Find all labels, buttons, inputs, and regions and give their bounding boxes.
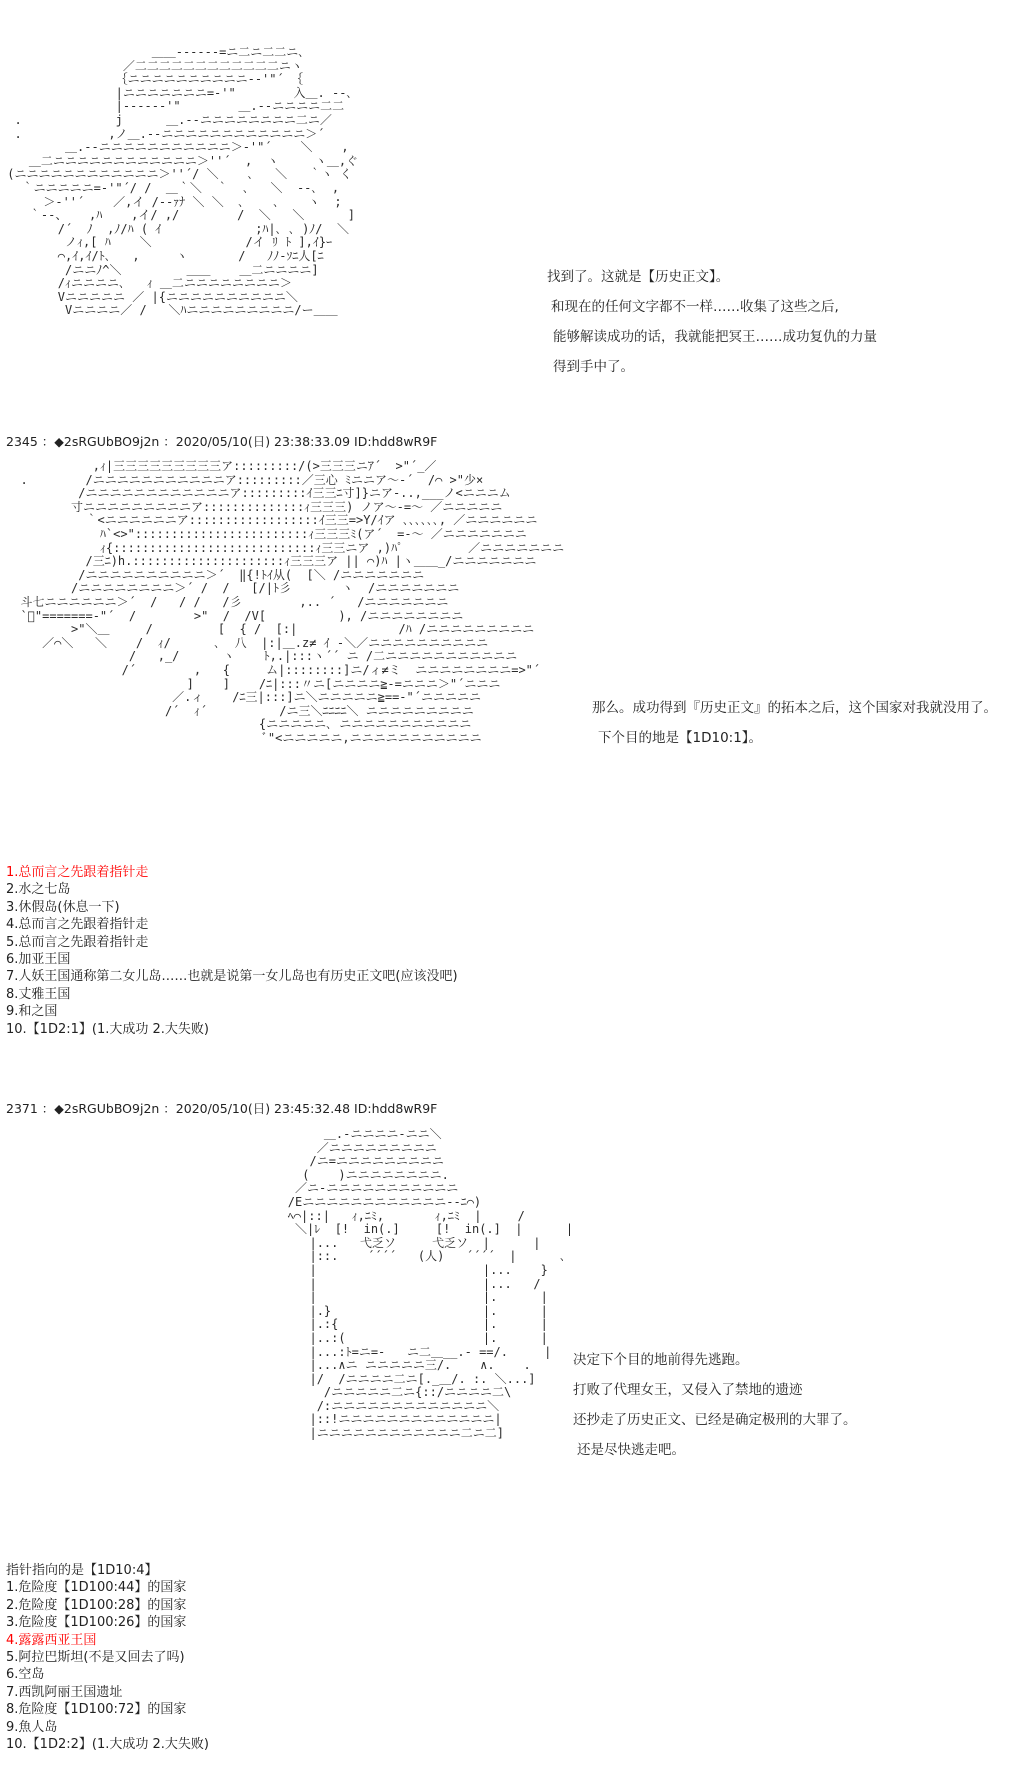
narration-block-2345 <box>592 693 997 753</box>
narration-line: 得到手中了。 <box>553 359 634 375</box>
narration-line: 和现在的任何文字都不一样……收集了这些之后, <box>551 299 839 315</box>
narration-line: 找到了。这就是【历史正文】。 <box>547 269 730 285</box>
option-item: 5.阿拉巴斯坦(不是又回去了吗) <box>6 1650 185 1666</box>
ascii-art-hat-figure: ＿＿-‐‐‐‐‐=ニ二ニ二二ニ､ ／二二二二二二二二二二二二ニヽ ｛ニニニニニニニニニニ‐‐'"´ ｛ |ニニニニニニニ=‐'" 入＿. ‐‐､ |‐‐‐‐‐‐'" ＿.-‐ニニニニ二二 . j ＿.-‐ニニニニニニニニ二ニ／ . ,ノ＿.-‐ニニニニニニニニニニニニ＞´ ＿.-‐ニニニニニニニニニニニ＞‐'"´ ＼ , ＿二ニニニニニニニニニニニニ＞''´ , ヽ ヽ＿,ぐ (ニニニニニニニニニニニニ＞''´/ ＼ ､ ＼ ｀ヽ く ｀ニニニニニ=‐'"´/ / ＿｀＼ ｀ ､ ＼ ‐‐､ , ＞‐''´ ／,イ /‐-ｧﾅ ＼ ＼ ､ ､ ヽ ; ｀‐‐、 ,ﾊ ,イ/ ,/ / ＼ ＼ ] /´ ﾉ ,ﾉ/ﾊ ( ｲ ;ﾊ|､ ､ )ﾉ/ ＼ ノｨ,[ ﾊ ＼ /イ ﾘ ﾄ ],ｲ}ｰ ⌒,ｲ,ｲ/ﾄ､ , ヽ / ﾉﾉ-ｿﾆ人[ﾆ /ニニﾉ^＼ ＿＿ ＿二ニニニニ] /ｨニニニニ､ ｨ ＿二ニニニニニニニニ＞ Vニニニニニ ／ |{ニニニニニニニニニニ＼ Vニニニニ／ / ＼ﾊニニニニニニニニニ/ー＿＿ <box>7 45 359 318</box>
option-list-2371 <box>6 1562 209 1753</box>
ascii-art-hat-figure-front: ＿.-ニニニニ-ニニ＼ ／ニニニニニニニニニ /ニ=ニニニニニニニニニ ( )ニニニニニニニニ. ／ニ-ニニニニニニニニニニニ /Eニニニニニニニニニニニニ‐‐ﾆ⌒) ﾍ⌒|::| ｨ,ﾆﾐ, ｨ,ﾆﾐ | / ＼|ﾚ [! in(.] [! in(.] | | |... 弋乏ソ 弋乏ソ | | |::. ´´´´ (人) ´´´´ | ､ | |... } | |... / | |. | |.} |. | |.:{ |. | |..:( |. | |...:ﾄ=ニ=- ニ二＿__.- ==/. | |...∧ニ ニニニニニ三/. ∧. . |/ /ニニニニ二ニ[._＿/. :. ＼...] /ニニニニニ二ニ{::/ニニニニ二\ /:ニニニニニニニニニニニニニ＼ |::!ニニニニニニニニニニニニニ| |ニニニニニニニニニニニニ二ニ二] <box>287 1127 574 1441</box>
narration-line: 打败了代理女王，又侵入了禁地的遗迹 <box>573 1382 803 1398</box>
option-item-highlighted: 1.总而言之先跟着指针走 <box>6 865 149 880</box>
option-item: 3.危险度【1D100:26】的国家 <box>6 1615 187 1631</box>
narration-line: 下个目的地是【1D10:1】。 <box>598 730 763 746</box>
option-item: 10.【1D2:2】(1.大成功 2.大失败) <box>6 1737 209 1753</box>
narration-line: 决定下个目的地前得先逃跑。 <box>573 1352 749 1368</box>
pointer-result-line: 指针指向的是【1D10:4】 <box>6 1563 158 1578</box>
option-item: 1.危险度【1D100:44】的国家 <box>6 1580 187 1596</box>
option-item: 8.危险度【1D100:72】的国家 <box>6 1702 187 1718</box>
narration-line: 还是尽快逃走吧。 <box>577 1442 685 1458</box>
option-item: 7.人妖王国通称第二女儿岛……也就是说第一女儿岛也有历史正文吧(应该没吧) <box>6 969 458 985</box>
option-item: 2.水之七岛 <box>6 882 71 898</box>
narration-line: 还抄走了历史正文、已经是确定极刑的大罪了。 <box>573 1412 857 1428</box>
option-item: 4.总而言之先跟着指针走 <box>6 917 149 933</box>
option-item: 10.【1D2:1】(1.大成功 2.大失败) <box>6 1021 209 1037</box>
option-item: 7.西凯阿丽王国遗址 <box>6 1684 123 1700</box>
option-list-2345 <box>6 864 458 1038</box>
option-item: 5.总而言之先跟着指针走 <box>6 934 149 950</box>
option-item: 9.魚人岛 <box>6 1719 58 1735</box>
ascii-art-pointing-figure: ,ｨ|三三三三三三三三三ア:::::::::/(>三三三ニｱ´ >"´_／ . /ニニニニニニニニニニニア:::::::::／三心 ﾐニニア～‐´ /⌒ >"少× /ニニニニニニニニニニニニア:::::::::ｲ三三ﾆ寸]}ニア‐..,___ノ<ニニニム 寸ニニニニニニニニニア::::::::::::::ｨ三三三) ノア～‐=～ ／ニニニニニ ｀<ニニニニニニア::::::::::::::::::ｲ三三=>Y/ｲア ､､､､､､, ／ニニニニニニ ﾊ`<>"::::::::::::::::::::::::ｨ三三三ﾐ(ア´ =‐～ ／ニニニニニニニ ｨ{::::::::::::::::::::::::::::ｨ三三ニア ,)ﾊﾟ ／ニニニニニニニ /三ﾆ)h.:::::::::::::::::::::ｨ三三三ア || ⌒)ﾊ |ヽ＿＿_/ニニニニニニニ /ニニニニニニニニニニ＞´ ‖{!ﾄｲ从( [＼ /ニニニニニニニ /ニニニニニニニニ＞´ / / [/|ﾄ彡 ヽ /ニニニニニニニ 斗七ニニニニニニ＞´ / / / /彡 ,.. ´ /ニニニニニニニ `ﾞ"=======‐"´ / >" / /V[ ), /ニニニニニニニニ >"＼＿ / [ { / [:| /ﾊ /ニニニニニニニニニ ／⌒＼ ＼ / ｨ/ ､ 八 |:|＿.z≠ ｲ ‐＼／ニニニニニニニニニニ / ,_/ ヽ ﾄ,.|:::ヽ´´ ニ /二ニニニニニニニニニニニ /´ , { ム|::::::::]ニ/ィ≠ミ ニニニニニニニニ=>"´ ] ] /ﾆ|:::〃ニ[ニニニニ≧‐=ニニニ＞"´ニニニ ／.ィ /ﾆ三|:::]ニ＼ニニニニニ≧==‐"´ニニニニニ /´ ｨ´ /ニ三＼ﾆﾆﾆﾆ＼ ニニニニニニニニニ {ニニニニニ､ ニニニニニニニニニニニ ﾞ"<ニニニニニ,ニニニニニニニニニニニ <box>20 459 565 745</box>
post-header-2345: 2345 ：◆2sRGUbBO9j2n ：2020/05/10(日) 23:38:33.09 ID:hdd8wR9F <box>6 434 438 449</box>
narration-block-2371 <box>573 1345 857 1465</box>
option-item: 9.和之国 <box>6 1004 58 1020</box>
option-item: 2.危险度【1D100:28】的国家 <box>6 1597 187 1613</box>
option-item: 6.空岛 <box>6 1667 45 1683</box>
narration-block-1 <box>547 262 877 382</box>
post-header-2371: 2371 ：◆2sRGUbBO9j2n ：2020/05/10(日) 23:45:32.48 ID:hdd8wR9F <box>6 1101 438 1116</box>
option-item: 3.休假岛(休息一下) <box>6 899 120 915</box>
option-item: 6.加亚王国 <box>6 952 71 968</box>
option-item: 8.丈雅王国 <box>6 986 71 1002</box>
option-item-highlighted: 4.露露西亚王国 <box>6 1632 97 1648</box>
narration-line: 能够解读成功的话，我就能把冥王……成功复仇的力量 <box>553 329 877 345</box>
narration-line: 那么。成功得到『历史正文』的拓本之后，这个国家对我就没用了。 <box>592 700 997 716</box>
